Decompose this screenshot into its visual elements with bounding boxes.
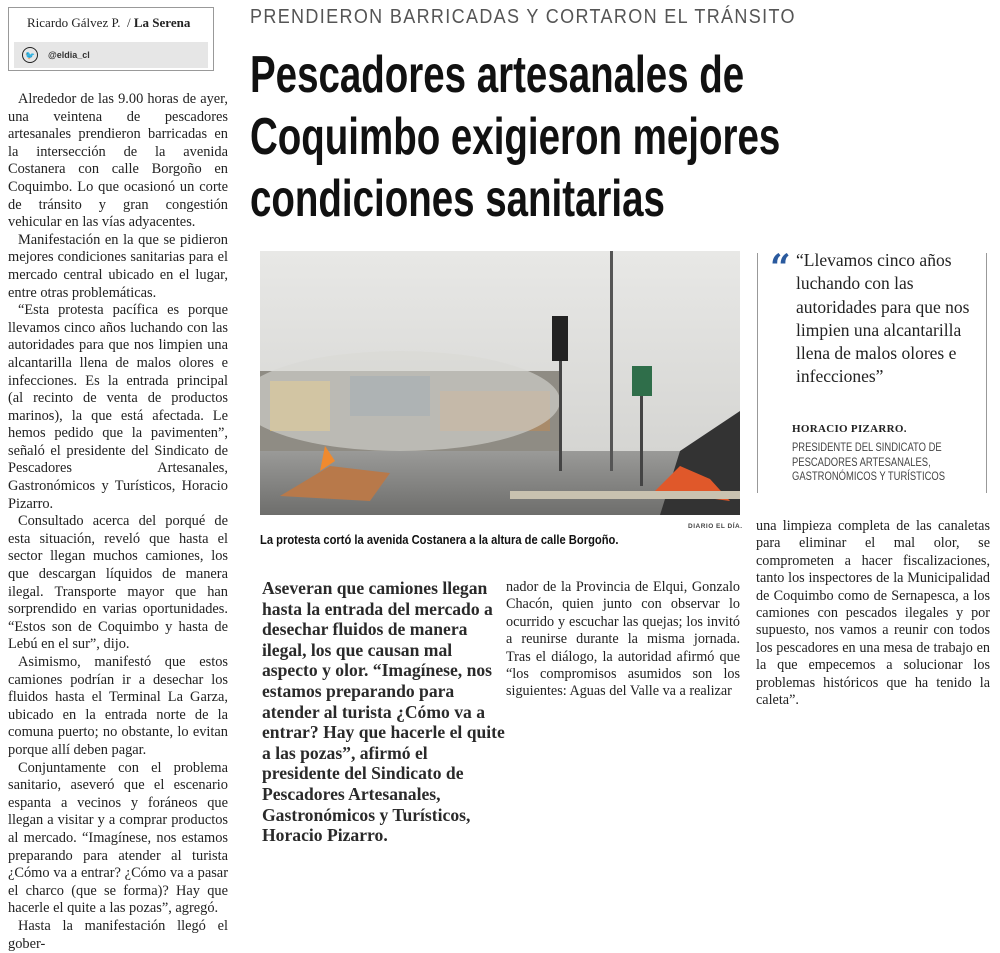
photo-caption: La protesta cortó la avenida Costanera a la altura de calle Borgoño.	[260, 532, 619, 547]
lead-paragraph: Aseveran que camiones llegan hasta la entrada del mercado a desechar fluidos de manera ilegal, los que causan mal aspecto y olor. “Imagínese, nos estamos preparando para atender al turista ¿Cómo va a entrar? Hay que hacerle el quite a las pozas”, afirmó el presidente del Sindicato de Pescadores Artesanales, Gastronómicos y Turísticos, Horacio Pizarro.	[262, 578, 505, 846]
protest-photo	[260, 251, 740, 515]
body-column-3: nador de la Provincia de Elqui, Gonzalo Chacón, quien junto con observar lo ocurrido y escuchar las quejas; los invitó a reunirse durante la misma jornada. Tras el diálogo, la autoridad afirmó que “los compromisos asumidos son los siguientes: Aguas del Valle va a realizar	[506, 579, 740, 700]
byline-location: La Serena	[133, 15, 191, 30]
byline-box	[8, 7, 214, 71]
paragraph: Consultado acerca del porqué de esta situación, reveló que hasta el sector llegan muchos camiones, los que descargan líquidos de manera ilegal. Transporte mayor que han sorprendido en varias oportunidades. “Estos son de Coquimbo y hasta de Lebú en el sur”, dijo.	[8, 513, 228, 653]
body-column-4: una limpieza completa de las canaletas para eliminar el mal olor, se comprometen a hacer fiscalizaciones, tanto los inspectores de la Municipalidad de Coquimbo como de Sernapesca, a los camiones con pescados ilegales y por supuesto, nos vamos a reunir con todos los pescadores en una mesa de trabajo en la que empecemos a solucionar los problemas históricos que ha tenido la caleta”.	[756, 518, 990, 709]
paragraph: Conjuntamente con el problema sanitario, aseveró que el escenario espanta a vecinos y foráneos que llegan a visitar y a comprar productos al mercado. “Imagínese, nos estamos preparando para atender al turista ¿Cómo va a entrar? ¿Cómo va a pasar el charco (que se forma)? Hay que hacerle el quite a las pozas”, agregó.	[8, 759, 228, 917]
pull-quote-author: HORACIO PIZARRO.	[792, 423, 907, 435]
paragraph: Asimismo, manifestó que estos camiones podrían ir a desechar los fluidos hasta el Terminal La Garza, ubicado en la entrada norte de la comuna puerto; no obstante, lo evitan porque allí deben pagar.	[8, 654, 228, 758]
paragraph: Alrededor de las 9.00 horas de ayer, una veintena de pescadores artesanales prendieron barricadas en la intersección de la avenida Costanera con calle Borgoño en Coquimbo. Lo que ocasionó un corte de tránsito y gran congestión vehicular en las vías adyacentes.	[8, 91, 228, 231]
paragraph: Hasta la manifestación llegó el gober-	[8, 917, 228, 952]
paragraph: Manifestación en la que se pidieron mejores condiciones sanitarias para el mercado central ubicado en el lugar, entre otras problemáticas.	[8, 231, 228, 301]
twitter-icon: 🐦	[22, 47, 38, 63]
kicker: PRENDIERON BARRICADAS Y CORTARON EL TRÁNSITO	[250, 6, 796, 28]
paragraph: “Esta protesta pacífica es porque llevamos cinco años luchando con las autoridades para que nos limpien una alcantarilla llena de malos olores e infecciones. Es la entrada principal (al recinto de venta de productos marinos), la que está afectada. Le hemos pedido que la pavimenten”, señaló el presidente del Sindicato de Pescadores Artesanales, Gastronómicos y Turísticos, Horacio Pizarro.	[8, 302, 228, 512]
pull-quote-role: PRESIDENTE DEL SINDICATO DE PESCADORES ARTESANALES, GASTRONÓMICOS Y TURÍSTICOS	[792, 442, 946, 483]
quote-mark-icon: “	[770, 247, 791, 289]
twitter-handle[interactable]: @eldia_cl	[48, 50, 90, 60]
headline: Pescadores artesanales de Coquimbo exigieron mejores condiciones sanitarias	[250, 46, 781, 228]
twitter-bar	[14, 42, 208, 68]
photo-credit: DIARIO EL DÍA.	[688, 523, 743, 530]
byline-author: Ricardo Gálvez P. / La Serena	[27, 15, 191, 30]
pull-quote-text: “Llevamos cinco años luchando con las autoridades para que nos limpien una alcantarilla llena de malos olores e infecciones”	[796, 250, 970, 387]
left-column	[8, 91, 228, 953]
pull-quote	[757, 247, 987, 493]
